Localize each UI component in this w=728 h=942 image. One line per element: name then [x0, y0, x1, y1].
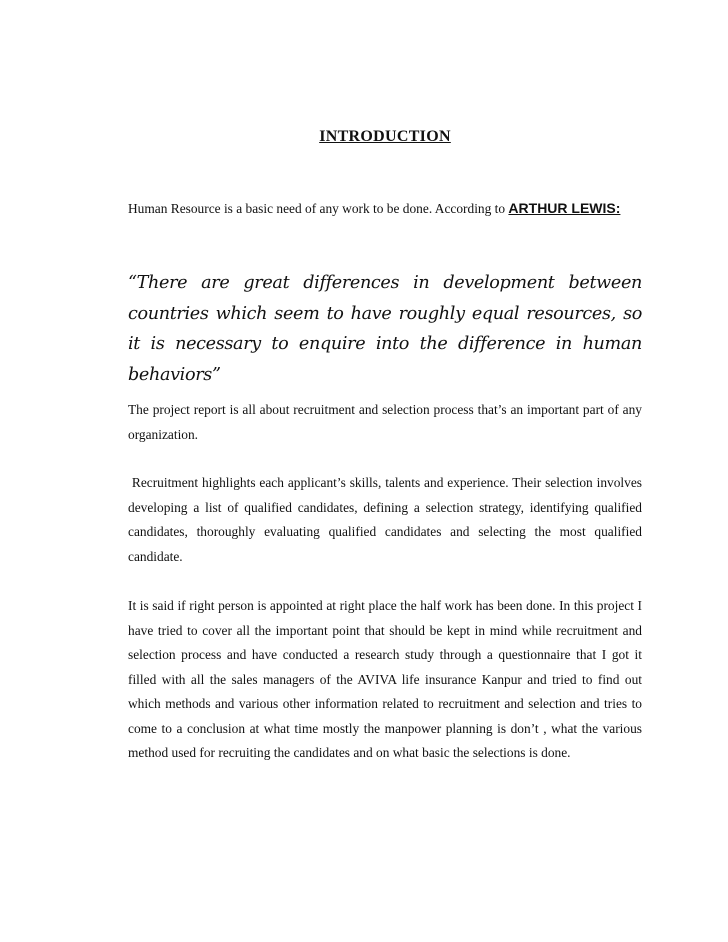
quote-paragraph: “There are great differences in development between countries which seem to have roughly equal resources, so it is necessary to enquire into the difference in human behaviors” — [128, 273, 642, 385]
author-name: ARTHUR LEWIS: — [508, 200, 621, 216]
body-paragraph: The project report is all about recruitment and selection process that’s an important part of any organization. — [128, 402, 642, 442]
body-paragraph: It is said if right person is appointed at right place the half work has been done. In this project I have tried to cover all the important point that should be kept in mind while recruitment and selection process and have conducted a research study through a questionnaire that I got it filled with all the sales managers of the AVIVA life insurance Kanpur and tried to find out which methods and various other information related to recruitment and selection and tries to come to a conclusion at what time mostly the manpower planning is don’t , what the various method used for recruiting the candidates and on what basic the selections is done. — [128, 598, 642, 760]
intro-paragraph — [128, 193, 642, 224]
intro-text: Human Resource is a basic need of any work to be done. According to — [128, 201, 509, 216]
page-title: INTRODUCTION — [319, 128, 451, 145]
body-paragraph: Recruitment highlights each applicant’s skills, talents and experience. Their selection involves developing a list of qualified candidates, defining a selection strategy, identifying qualified candidates, thoroughly evaluating qualified candidates and selecting the most qualified candidate. — [128, 475, 646, 564]
